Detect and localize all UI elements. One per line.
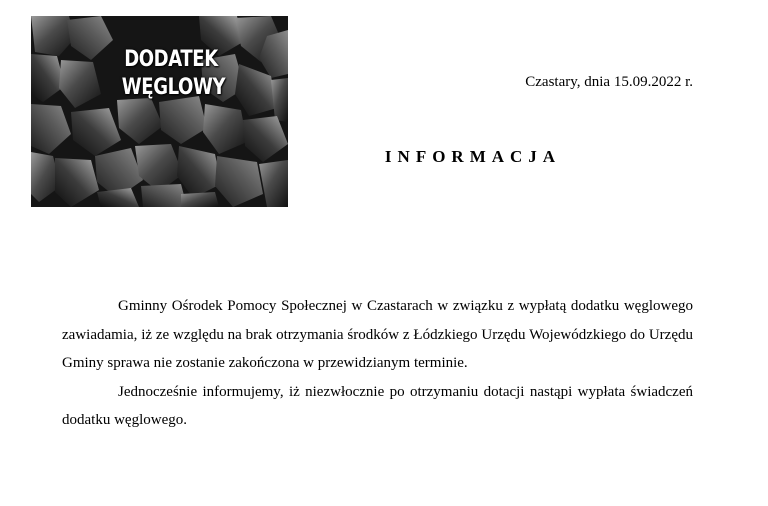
coal-lumps-illustration (31, 16, 288, 207)
body-paragraph: Gminny Ośrodek Pomocy Społecznej w Czastarach w związku z wypłatą dodatku węglowego zawiadamia, iż ze względu na brak otrzymania środków z Łódzkiego Urzędu Wojewódzkiego do Urzędu Gminy sprawa nie zostanie zakończona w przewidzianym terminie. (62, 298, 693, 372)
coal-image-title-line1: DODATEK (124, 47, 218, 72)
coal-image (31, 16, 288, 207)
body-paragraph: Jednocześnie informujemy, iż niezwłocznie po otrzymaniu dotacji nastąpi wypłata świadczeń dodatku węglowego. (62, 383, 693, 429)
place-and-date: Czastary, dnia 15.09.2022 r. (525, 74, 693, 90)
document-body (62, 292, 693, 435)
coal-image-title (121, 46, 226, 102)
document-heading: INFORMACJA (384, 147, 562, 166)
coal-image-title-line2: WĘGLOWY (121, 75, 226, 100)
